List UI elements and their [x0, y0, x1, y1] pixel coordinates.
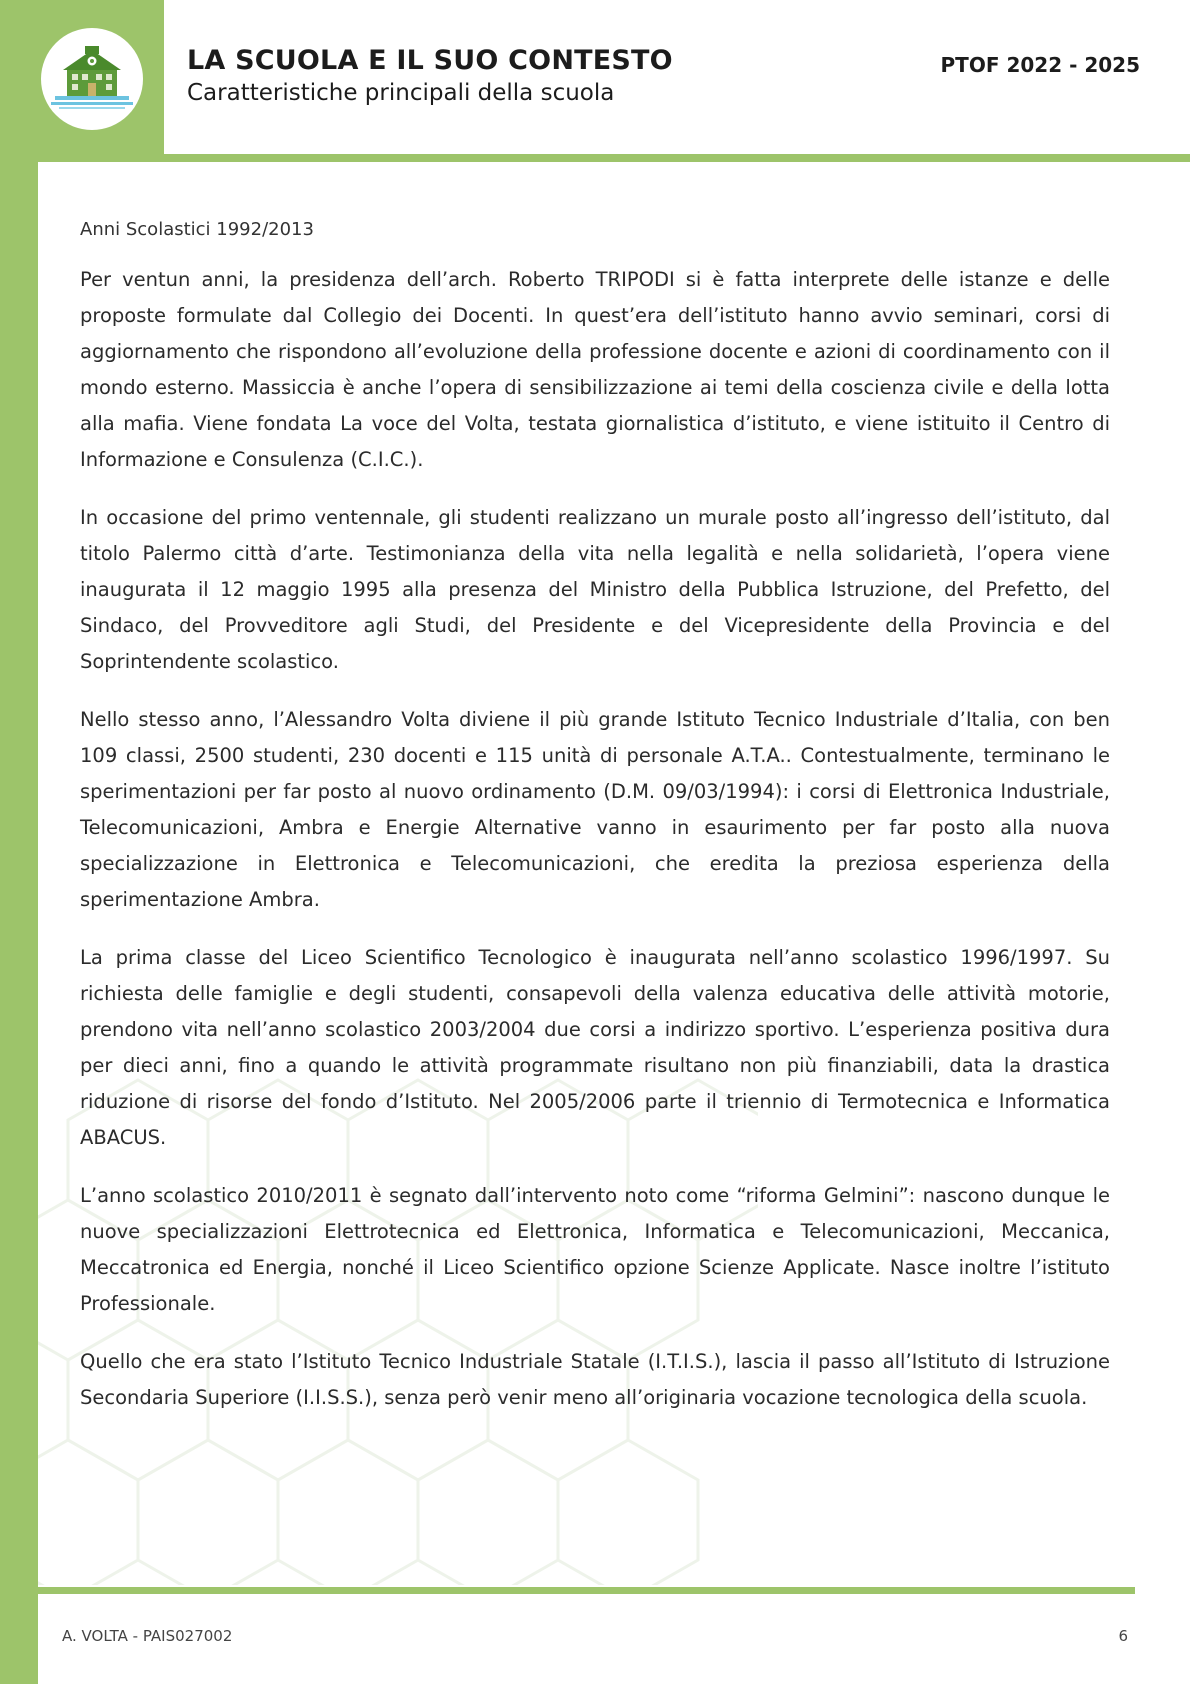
paragraph-4: La prima classe del Liceo Scientifico Tecnologico è inaugurata nell’anno scolastico 1996/1997. Su richiesta delle famiglie e degli studenti, consapevoli della valenza educativa delle attività motorie, prendono vita nell’anno scolastico 2003/2004 due corsi a indirizzo sportivo. L’esperienza positiva dura per dieci anni, fino a quando le attività programmate risultano non più finanziabili, data la drastica riduzione di risorse del fondo d’Istituto. Nel 2005/2006 parte il triennio di Termotecnica e Informatica ABACUS. [80, 946, 1110, 1149]
page-title: LA SCUOLA E IL SUO CONTESTO [187, 45, 673, 76]
paragraph-3: Nello stesso anno, l’Alessandro Volta diviene il più grande Istituto Tecnico Industriale d’Italia, con ben 109 classi, 2500 studenti, 230 docenti e 115 unità di personale A.T.A.. Contestualmente, terminano le sperimentazioni per far posto al nuovo ordinamento (D.M. 09/03/1994): i corsi di Elettronica Industriale, Telecomunicazioni, Ambra e Energie Alternative vanno in esaurimento per far posto alla nuova specializzazione in Elettronica e Telecomunicazioni, che eredita la preziosa esperienza della sperimentazione Ambra. [80, 708, 1110, 911]
section-label: Anni Scolastici 1992/2013 [80, 219, 314, 240]
logo-panel [0, 0, 164, 154]
footer-divider [38, 1587, 1135, 1594]
page-subtitle: Caratteristiche principali della scuola [187, 80, 615, 106]
school-building-icon [41, 28, 143, 130]
paragraph-2: In occasione del primo ventennale, gli studenti realizzano un murale posto all’ingresso dell’istituto, dal titolo Palermo città d’arte. Testimonianza della vita nella legalità e nella solidarietà, l’opera viene inaugurata il 12 maggio 1995 alla presenza del Ministro della Pubblica Istruzione, del Prefetto, del Sindaco, del Provveditore agli Studi, del Presidente e del Vicepresidente della Provincia e del Soprintendente scolastico. [80, 506, 1110, 673]
left-accent-bar [0, 0, 38, 1684]
paragraph-6: Quello che era stato l’Istituto Tecnico Industriale Statale (I.T.I.S.), lascia il passo all’Istituto di Istruzione Secondaria Superiore (I.I.S.S.), senza però venir meno all’originaria vocazione tecnologica della scuola. [80, 1350, 1110, 1409]
header-divider [38, 154, 1190, 162]
paragraph-1: Per ventun anni, la presidenza dell’arch. Roberto TRIPODI si è fatta interprete delle istanze e delle proposte formulate dal Collegio dei Docenti. In quest’era dell’istituto hanno avvio seminari, corsi di aggiornamento che rispondono all’evoluzione della professione docente e azioni di coordinamento con il mondo esterno. Massiccia è anche l’opera di sensibilizzazione ai temi della coscienza civile e della lotta alla mafia. Viene fondata La voce del Volta, testata giornalistica d’istituto, e viene istituito il Centro di Informazione e Consulenza (C.I.C.). [80, 268, 1110, 471]
paragraph-5: L’anno scolastico 2010/2011 è segnato dall’intervento noto come “riforma Gelmini”: nascono dunque le nuove specializzazioni Elettrotecnica ed Elettronica, Informatica e Telecomunicazioni, Meccanica, Meccatronica ed Energia, nonché il Liceo Scientifico opzione Scienze Applicate. Nasce inoltre l’istituto Professionale. [80, 1184, 1110, 1315]
footer-school-code: A. VOLTA - PAIS027002 [62, 1627, 233, 1645]
page-number: 6 [1118, 1627, 1128, 1645]
main-content [80, 217, 1110, 1438]
ptof-label: PTOF 2022 - 2025 [940, 53, 1140, 77]
